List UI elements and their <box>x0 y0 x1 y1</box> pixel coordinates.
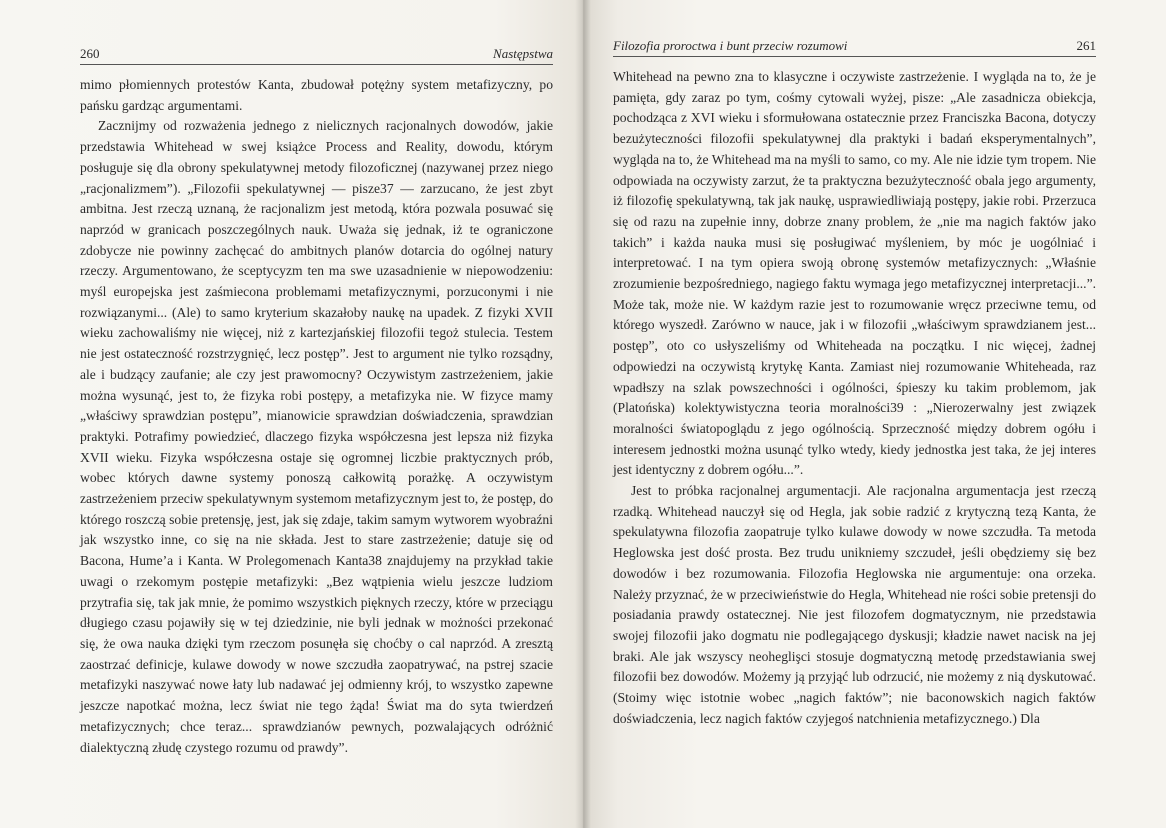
paragraph: Jest to próbka racjonalnej argumentacji. Ale racjonalna argumentacja jest rzeczą rzadką. Whitehead nauczył się od Hegla, jak sobie radzić z krytyczną tezą Kanta, że spekulatywna filozofia zaopatruje tylko kulawe dowody w nowe szczudła. Ta metoda Heglowska jest dość prosta. Bez trudu unikniemy szczudeł, jeśli obędziemy się bez dowodów i bez rozumowania. Filozofia Heglowska nie argumentuje: ona orzeka. Należy przyznać, że w przeciwieństwie do Hegla, Whitehead nie rości sobie pretensji do posiadania prawdy ostatecznej. Nie jest filozofem dogmatycznym, nie przedstawia swojej filozofii jako dogmatu nie podlegającego dyskusji; kładzie nawet nacisk na jej braki. Ale jak wszyscy neoheglişci stosuje dogmatyczną metodę przedstawiania swej filozofii bez dowodów. Możemy ją przyjąć lub odrzucić, nie możemy z nią dyskutować. (Stoimy więc istotnie wobec „nagich faktów”; nie baconowskich nagich faktów doświadczenia, lecz nagich faktów czyjegoś natchnienia metafizycznego.) Dla <box>613 483 1096 726</box>
left-page-number: 260 <box>80 46 100 61</box>
left-running-head <box>80 46 553 65</box>
paragraph: Whitehead na pewno zna to klasyczne i oczywiste zastrzeżenie. I wygląda na to, że je pamięta, gdy zaraz po tym, cośmy cytowali wyżej, pisze: „Ale zasadnicza obiekcja, pochodząca z XVI wieku i sformułowana ostatecznie przez Franciszka Bacona, dotyczy bezużyteczności filozofii spekulatywnej dla praktyki i badań eksperymentalnych”, wygląda na to, że Whitehead ma na myśli to samo, co my. Ale nie idzie tym tropem. Nie odpowiada na oczywisty zarzut, że ta praktyczna bezużyteczność obala jego argumenty, iż filozofię spekulatywną, tak jak naukę, usprawiedliwiają postępy, jakie robi. Przerzuca się od razu na zupełnie inny, dobrze znany problem, że „nie ma nagich faktów jako takich” i każda nauka musi się posługiwać myśleniem, by móc je uogólniać i interpretować. I na tym opiera swoją obronę systemów metafizycznych: „Właśnie zrozumienie bezpośredniego, nagiego faktu wymaga jego metafizycznej interpretacji...”. Może tak, może nie. W każdym razie jest to rozumowanie wręcz przeciwne temu, od którego wyszedł. Zarówno w nauce, jak i w filozofii „właściwym sprawdzianem jest... postęp”, oto co usłyszeliśmy od Whiteheada na początku. I nic więcej, żadnej odpowiedzi na oczywistą krytykę Kanta. Zamiast niej rozumowanie Whiteheada, raz wpadłszy na szlak powszechności i ogólności, śpieszy ku takim problemom, jak (Platońska) kolektywistyczna teoria moralności39 : „Nierozerwalny jest związek moralności światopoglądu z jego ogólnością. Sprzeczność między dobrem ogółu i interesem jednostki można usunąć tylko wtedy, kiedy jednostka jest taka, że jej interes jest identyczny z dobrem ogółu...”. <box>613 69 1096 478</box>
paragraph: mimo płomiennych protestów Kanta, zbudował potężny system metafizyczny, po pańsku gardząc argumentami. <box>80 77 553 113</box>
left-page-text <box>80 75 553 758</box>
left-running-title: Następstwa <box>493 46 553 61</box>
right-running-head <box>613 38 1096 57</box>
right-page-number: 261 <box>1076 38 1096 53</box>
right-page-text <box>613 67 1096 730</box>
right-page <box>583 0 1166 828</box>
right-running-title: Filozofia proroctwa i bunt przeciw rozumowi <box>613 38 848 53</box>
paragraph: Zacznijmy od rozważenia jednego z nielicznych racjonalnych dowodów, jakie przedstawia Whitehead w swej książce Process and Reality, dowodu, którym posługuje się dla obrony spekulatywnej metody filozoficznej (nazywanej przez niego „racjonalizmem”). „Filozofii spekulatywnej — pisze37 — zarzucano, że jest zbyt ambitna. Jest rzeczą uznaną, że racjonalizm jest metodą, która pozwala posuwać się naprzód w granicach poszczególnych nauk. Uważa się jednak, iż te ograniczone zdobycze nie powinny zachęcać do ambitnych planów dotarcia do ogólnej natury rzeczy. Argumentowano, że sceptycyzm ten ma swe uzasadnienie w niepowodzeniu: myśl europejska jest zaśmiecona problemami metafizycznymi, porzuconymi i nie rozwiązanymi... (Ale) to samo kryterium skazałoby naukę na upadek. Z fizyki XVII wieku zachowaliśmy nie więcej, niż z kartezjańskiej filozofii tegoż stulecia. Testem nie jest ostateczność rozstrzygnięć, lecz postęp”. Jest to argument nie tylko rozsądny, ale i budzący zaufanie; ale czy jest prawomocny? Oczywistym zastrzeżeniem, jakie można wysunąć, jest to, że fizyka robi postępy, a metafizyka nie. W fizyce mamy „właściwy sprawdzian postępu”, mianowicie sprawdzian doświadczenia, sprawdzian praktyki. Potrafimy powiedzieć, dlaczego fizyka współczesna jest lepsza niż fizyka XVII wieku. Fizyka współczesna ostaje się ogromnej liczbie praktycznych prób, wobec których dawne systemy ponoszą całkowitą porażkę. A oczywistym zastrzeżeniem przeciw spekulatywnym systemom metafizycznym jest to, że postęp, do którego roszczą sobie pretensję, jest, jak się zdaje, takim samym wytworem wyobraźni jak wszystko inne, co się na nie składa. Jest to stare zastrzeżenie; datuje się od Bacona, Hume’a i Kanta. W Prolegomenach Kanta38 znajdujemy na przykład takie uwagi o rzekomym postępie metafizyki: „Bez wątpienia wielu jeszcze ludziom przytrafia się, tak jak mnie, że pomimo wszystkich pięknych rzeczy, które w przeciągu długiego czasu pojawiły się w tej dziedzinie, nie byli jednak w możności przekonać się, że owa nauka dzięki tym rzeczom posunęła się choćby o cal naprzód. A zresztą zaostrzać definicje, kulawe dowody w nowe szczudła zaopatrywać, na pstrej szacie metafizyki naszywać nowe łaty lub nadawać jej odmienny krój, to wszystko zapewne jeszcze napotkać można, lecz świat nie tego żąda! Świat ma do syta twierdzeń metafizycznych; chce teraz... sprawdzianów pewnych, pozwalających odróżnić dialektyczną złudę czystego rozumu od prawdy”. <box>80 118 553 755</box>
